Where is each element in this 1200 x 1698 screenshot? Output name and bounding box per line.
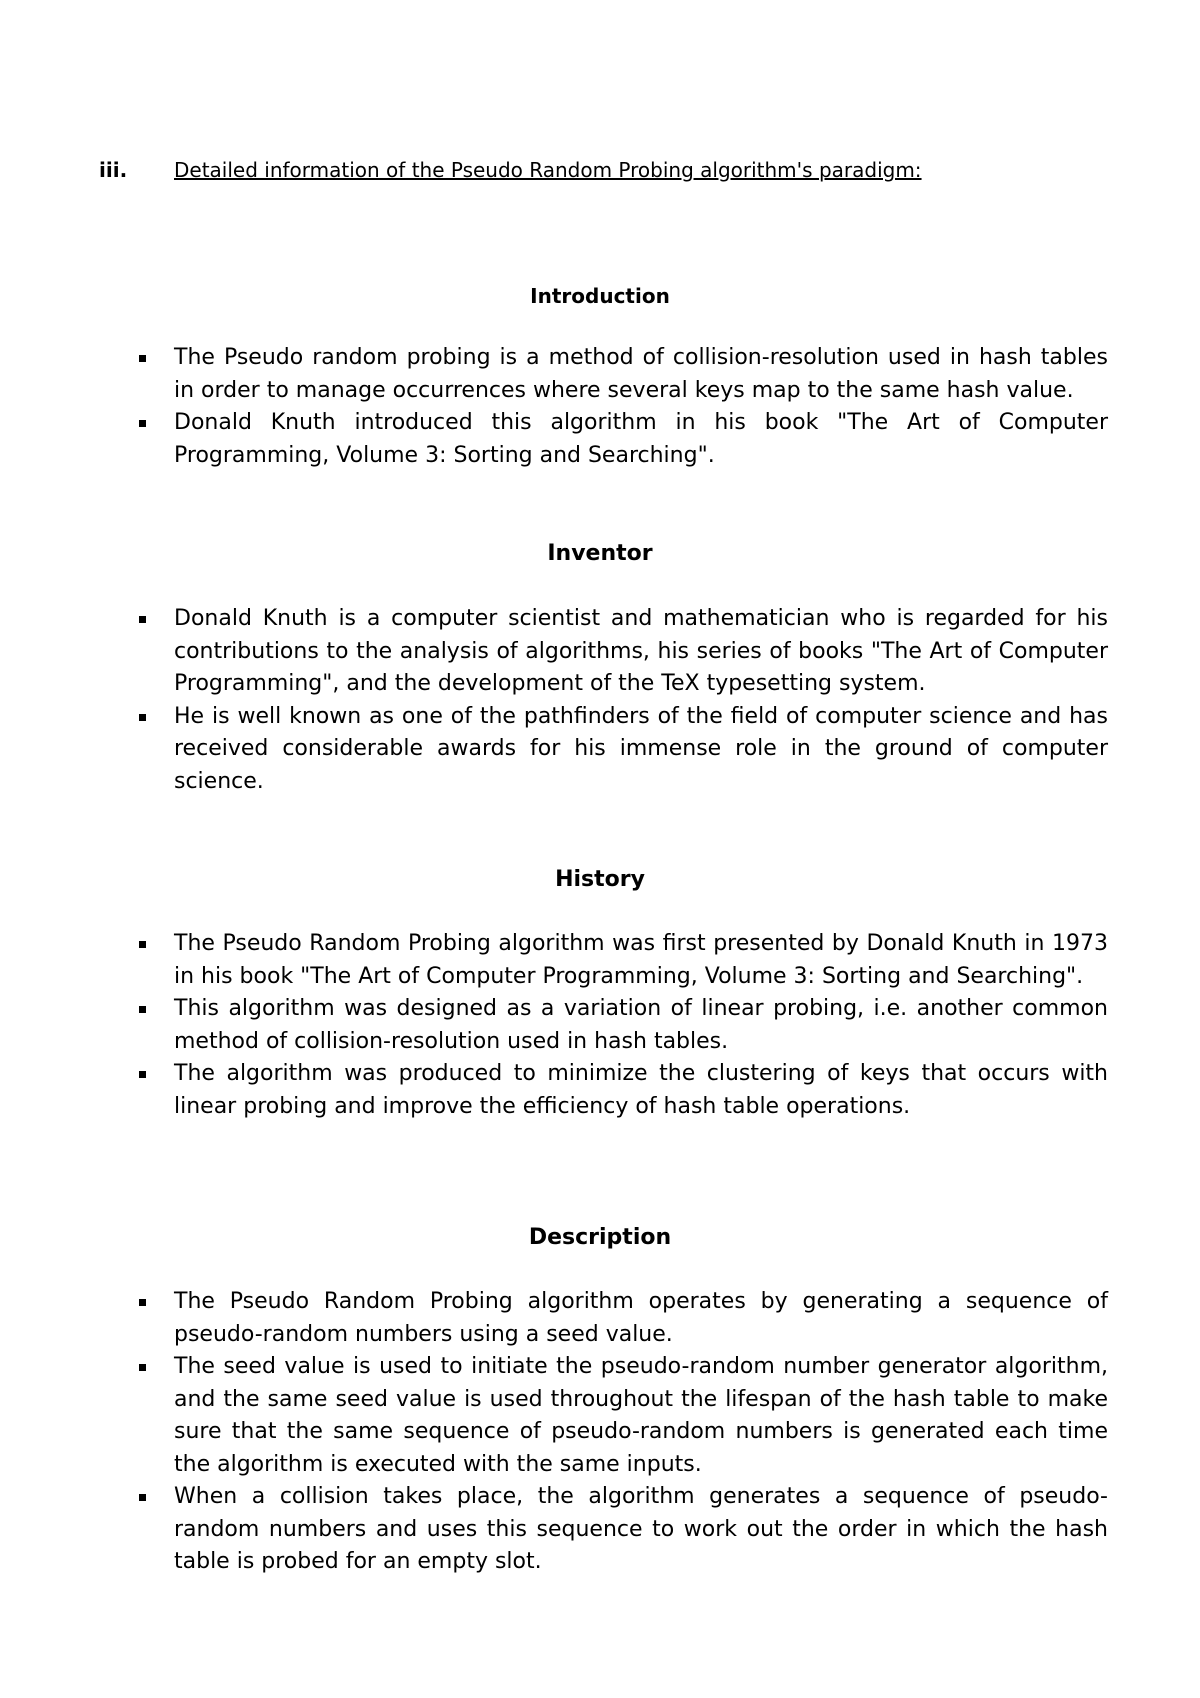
list-item-text: This algorithm was designed as a variation of linear probing, i.e. another common method of collision-resolution used in hash tables.	[174, 996, 1108, 1054]
history-title: History	[555, 867, 645, 892]
description-list	[139, 1286, 1108, 1579]
list-item-text: He is well known as one of the pathfinders of the field of computer science and has received considerable awards for his immense role in the ground of computer science.	[174, 703, 1108, 794]
list-item-text: The seed value is used to initiate the pseudo-random number generator algorithm, and the same seed value is used throughout the lifespan of the hash table to make sure that the same sequence of pseudo-random numbers is generated each time the algorithm is executed with the same inputs.	[174, 1354, 1108, 1477]
bullet-square-icon	[139, 1364, 146, 1371]
list-item	[139, 1351, 1108, 1481]
inventor-title: Inventor	[547, 541, 653, 566]
section-heading	[99, 158, 922, 182]
list-item	[139, 928, 1108, 993]
list-item-text: The Pseudo random probing is a method of collision-resolution used in hash tables in order to manage occurrences where several keys map to the same hash value.	[174, 345, 1108, 403]
section-number: iii.	[99, 158, 128, 182]
list-item-text: Donald Knuth is a computer scientist and mathematician who is regarded for his contributions to the analysis of algorithms, his series of books "The Art of Computer Programming", and the development of the TeX typesetting system.	[174, 606, 1108, 696]
bullet-square-icon	[139, 1071, 146, 1078]
list-item	[139, 993, 1108, 1058]
list-item	[139, 1286, 1108, 1351]
introduction-title: Introduction	[530, 284, 670, 308]
list-item	[139, 1481, 1108, 1579]
list-item	[139, 1058, 1108, 1123]
list-item-text: When a collision takes place, the algorithm generates a sequence of pseudo-random numbers and uses this sequence to work out the order in which the hash table is probed for an empty slot.	[174, 1484, 1108, 1574]
introduction-list	[139, 342, 1108, 472]
list-item-text: The Pseudo Random Probing algorithm operates by generating a sequence of pseudo-random numbers using a seed value.	[174, 1289, 1108, 1347]
list-item-text: The algorithm was produced to minimize the clustering of keys that occurs with linear probing and improve the efficiency of hash table operations.	[174, 1061, 1108, 1119]
bullet-square-icon	[139, 1299, 146, 1306]
description-title: Description	[528, 1225, 672, 1250]
bullet-square-icon	[139, 941, 146, 948]
bullet-square-icon	[139, 355, 146, 362]
section-heading-text: Detailed information of the Pseudo Random Probing algorithm's paradigm:	[174, 158, 922, 182]
list-item	[139, 407, 1108, 472]
bullet-square-icon	[139, 714, 146, 721]
bullet-square-icon	[139, 616, 146, 623]
list-item	[139, 701, 1108, 799]
list-item-text: The Pseudo Random Probing algorithm was first presented by Donald Knuth in 1973 in his book "The Art of Computer Programming, Volume 3: Sorting and Searching".	[174, 931, 1108, 989]
list-item	[139, 342, 1108, 407]
bullet-square-icon	[139, 1494, 146, 1501]
list-item-text: Donald Knuth introduced this algorithm in his book "The Art of Computer Programming, Volume 3: Sorting and Searching".	[174, 410, 1108, 468]
history-list	[139, 928, 1108, 1123]
list-item	[139, 603, 1108, 701]
inventor-list	[139, 603, 1108, 798]
bullet-square-icon	[139, 1006, 146, 1013]
bullet-square-icon	[139, 420, 146, 427]
